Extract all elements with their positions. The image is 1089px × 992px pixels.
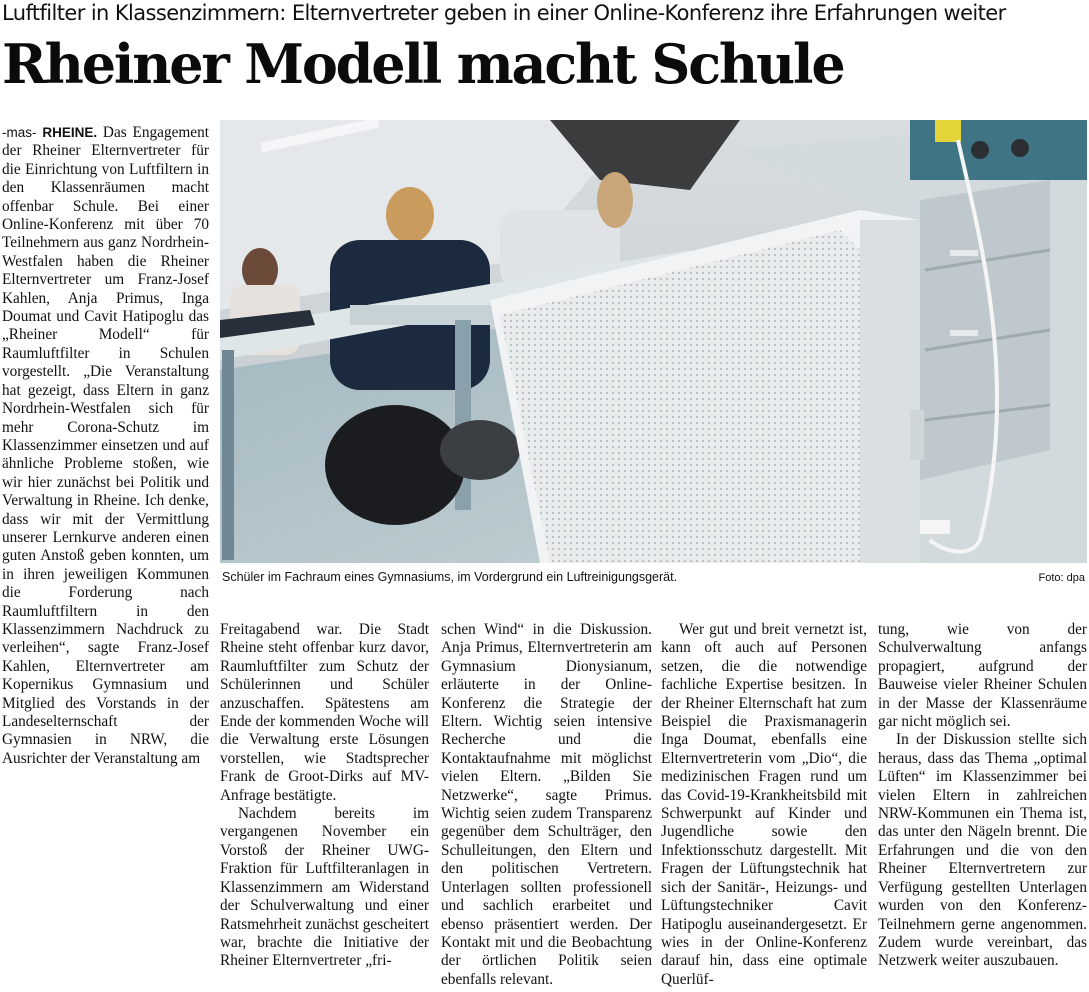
author-tag: -mas- <box>2 125 37 140</box>
article-column-1 <box>2 124 209 768</box>
photo-caption: Schüler im Fachraum eines Gymnasiums, im Vordergrund ein Luftreinigungsgerät. <box>222 570 678 584</box>
body-text: Das Engagement der Rheiner Elternvertreter für die Einrichtung von Luftfiltern in den Klassenräumen macht offenbar Schule. Bei einer Online-Konferenz mit über 70 Teilnehmern aus ganz Nordrhein-Westfalen haben die Rheiner Elternvertreter um Franz-Josef Kahlen, Anja Primus, Inga Doumat und Cavit Hatipoglu das „Rheiner Modell“ für Raumluftfilter in Schulen vorgestellt. „Die Veranstaltung hat gezeigt, dass Eltern in ganz Nordrhein-Westfalen sich für mehr Corona-Schutz im Klassenzimmer einsetzen und auf ähnliche Probleme stoßen, wie wir hier zunächst bei Politik und Verwaltung in Rheine. Ich denke, dass wir mit der Vermittlung unserer Lernkurve anderen einen guten Anstoß geben konnten, um in ihren jeweiligen Kommunen die Forderung nach Raumluftfiltern in den Klassenzimmern Nachdruck zu verleihen“, sagte Franz-Josef Kahlen, Elternvertreter am Kopernikus Gymnasium und Mitglied des Vorstands in der Landeselternschaft der Gymnasien in NRW, die Ausrichter der Veranstaltung am <box>2 124 209 767</box>
article-column-2 <box>220 621 429 971</box>
body-paragraph: Freitagabend war. Die Stadt Rheine steht offenbar kurz davor, Raumluftfilter zum Schutz der Schülerinnen und Schüler anzuschaffen. Spätestens am Ende der kommenden Woche will die Verwaltung erste Lösungen vorstellen, wie Stadtsprecher Frank de Groot-Dirks auf MV-Anfrage bestätigte. <box>220 621 429 804</box>
article-column-4 <box>661 621 867 989</box>
article-kicker: Luftfilter in Klassenzimmern: Elternvertreter geben in einer Online-Konferenz ihre Erfahrungen weiter <box>2 1 1006 25</box>
article-headline: Rheiner Modell macht Schule <box>2 32 844 96</box>
article-column-3 <box>441 621 652 989</box>
body-paragraph: Nachdem bereits im vergangenen November ein Vorstoß der Rheiner UWG-Fraktion für Luftfilteranlagen in Klassenzimmern am Widerstand der Schulverwaltung und einer Ratsmehrheit zunächst gescheitert war, brachte die Initiative der Rheiner Elternvertreter „fri- <box>220 805 429 970</box>
body-paragraph: schen Wind“ in die Diskussion. Anja Primus, Elternvertreterin am Gymnasium Dionysianum, erläuterte in der Online-Konferenz die Strategie der Eltern. Wichtig seien intensive Recherche und die Kontaktaufnahme mit möglichst vielen Eltern. „Bilden Sie Netzwerke“, sagte Primus. Wichtig seien zudem Transparenz gegenüber dem Schulträger, den Schulleitungen, den Eltern und den politischen Vertretern. Unterlagen sollten professionell und sachlich erarbeitet und ebenso präsentiert werden. Der Kontakt mit und die Beobachtung der örtlichen Politik seien ebenfalls relevant. <box>441 621 652 988</box>
photo-credit: Foto: dpa <box>1038 572 1085 584</box>
dateline-place: RHEINE. <box>42 125 98 140</box>
body-paragraph: tung, wie von der Schulverwaltung anfangs propagiert, aufgrund der Bauweise vieler Rheiner Schulen in der Masse der Klassenräume gar nicht möglich sei. <box>878 621 1087 731</box>
body-paragraph: Wer gut und breit vernetzt ist, kann oft auch auf Personen setzen, die die notwendige fachliche Expertise besitzen. In der Rheiner Elternschaft hat zum Beispiel die Praxismanagerin Inga Doumat, ebenfalls eine Elternvertreterin vom „Dio“, die medizinischen Fragen rund um das Covid-19-Krankheitsbild mit Schwerpunkt auf Kinder und Jugendliche sowie den Infektionsschutz dargestellt. Mit Fragen der Lüftungstechnik hat sich der Sanitär-, Heizungs- und Lüftungstechniker Cavit Hatipoglu auseinandergesetzt. Er wies in der Online-Konferenz darauf hin, dass eine optimale Querlüf- <box>661 621 867 988</box>
article-photo <box>220 120 1087 563</box>
article-column-5 <box>878 621 1087 971</box>
body-paragraph: In der Diskussion stellte sich heraus, dass das Thema „optimal Lüften“ im Klassenzimmer bei vielen Eltern in zahlreichen NRW-Kommunen ein Thema ist, das unter den Nägeln brennt. Die Erfahrungen und die von den Rheiner Elternvertretern zur Verfügung gestellten Unterlagen wurden von den Konferenz-Teilnehmern gerne angenommen. Zudem wurde vereinbart, das Netzwerk weiter auszubauen. <box>878 731 1087 970</box>
